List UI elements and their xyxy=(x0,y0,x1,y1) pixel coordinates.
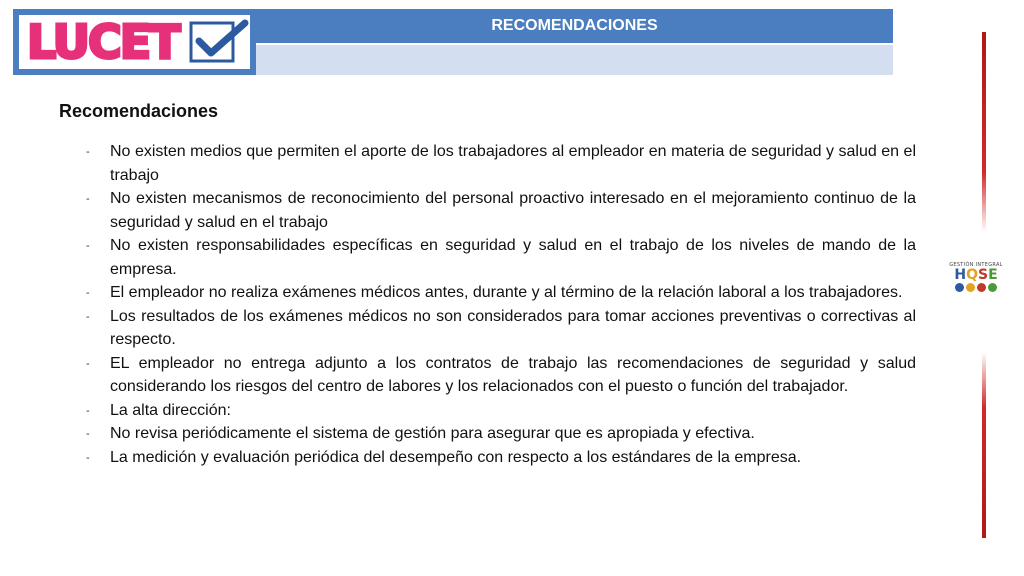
checkmark-icon xyxy=(189,19,249,65)
list-item: - No existen responsabilidades específicas en seguridad y salud en el trabajo de los niveles de mando de la empresa. xyxy=(86,237,916,278)
list-item: - No existen mecanismos de reconocimiento del personal proactivo interesado en el mejoramiento continuo de la seguridad y salud en el trabajo xyxy=(86,190,916,231)
hqse-logo xyxy=(948,262,1004,302)
environment-icon xyxy=(988,283,997,292)
subtitle-bar xyxy=(256,45,893,75)
accent-line-top xyxy=(982,32,986,232)
hqse-letters: HQSE xyxy=(954,267,998,283)
list-item: - Los resultados de los exámenes médicos no son considerados para tomar acciones preventivas o correctivas al respecto. xyxy=(86,307,916,348)
accent-line-bottom xyxy=(982,352,986,538)
section-heading: Recomendaciones xyxy=(59,101,219,121)
recommendations-list xyxy=(86,140,916,469)
safety-icon xyxy=(977,283,986,292)
quality-icon xyxy=(966,283,975,292)
health-icon xyxy=(955,283,964,292)
list-item: - El empleador no realiza exámenes médicos antes, durante y al término de la relación laboral a los trabajadores. xyxy=(86,284,903,301)
list-item: - La medición y evaluación periódica del desempeño con respecto a los estándares de la empresa. xyxy=(86,448,802,466)
page-title: RECOMENDACIONES xyxy=(256,9,893,43)
list-item: - La alta dirección: xyxy=(86,401,231,419)
list-item: - EL empleador no entrega adjunto a los contratos de trabajo las recomendaciones de seguridad y salud considerando los riesgos del centro de labores y los relacionados con el puesto o función del trabajador. xyxy=(86,354,916,395)
hqse-icons xyxy=(948,283,1004,292)
logo-text: LUCET xyxy=(27,15,179,69)
list-item: - No revisa periódicamente el sistema de gestión para asegurar que es apropiada y efectiva. xyxy=(86,425,755,442)
lucet-logo xyxy=(19,15,250,69)
list-item: - No existen medios que permiten el aporte de los trabajadores al empleador en materia de seguridad y salud en el trabajo xyxy=(86,143,916,184)
logo-frame xyxy=(13,9,256,75)
hqse-caption: GESTIÓN INTEGRAL xyxy=(949,262,1003,268)
